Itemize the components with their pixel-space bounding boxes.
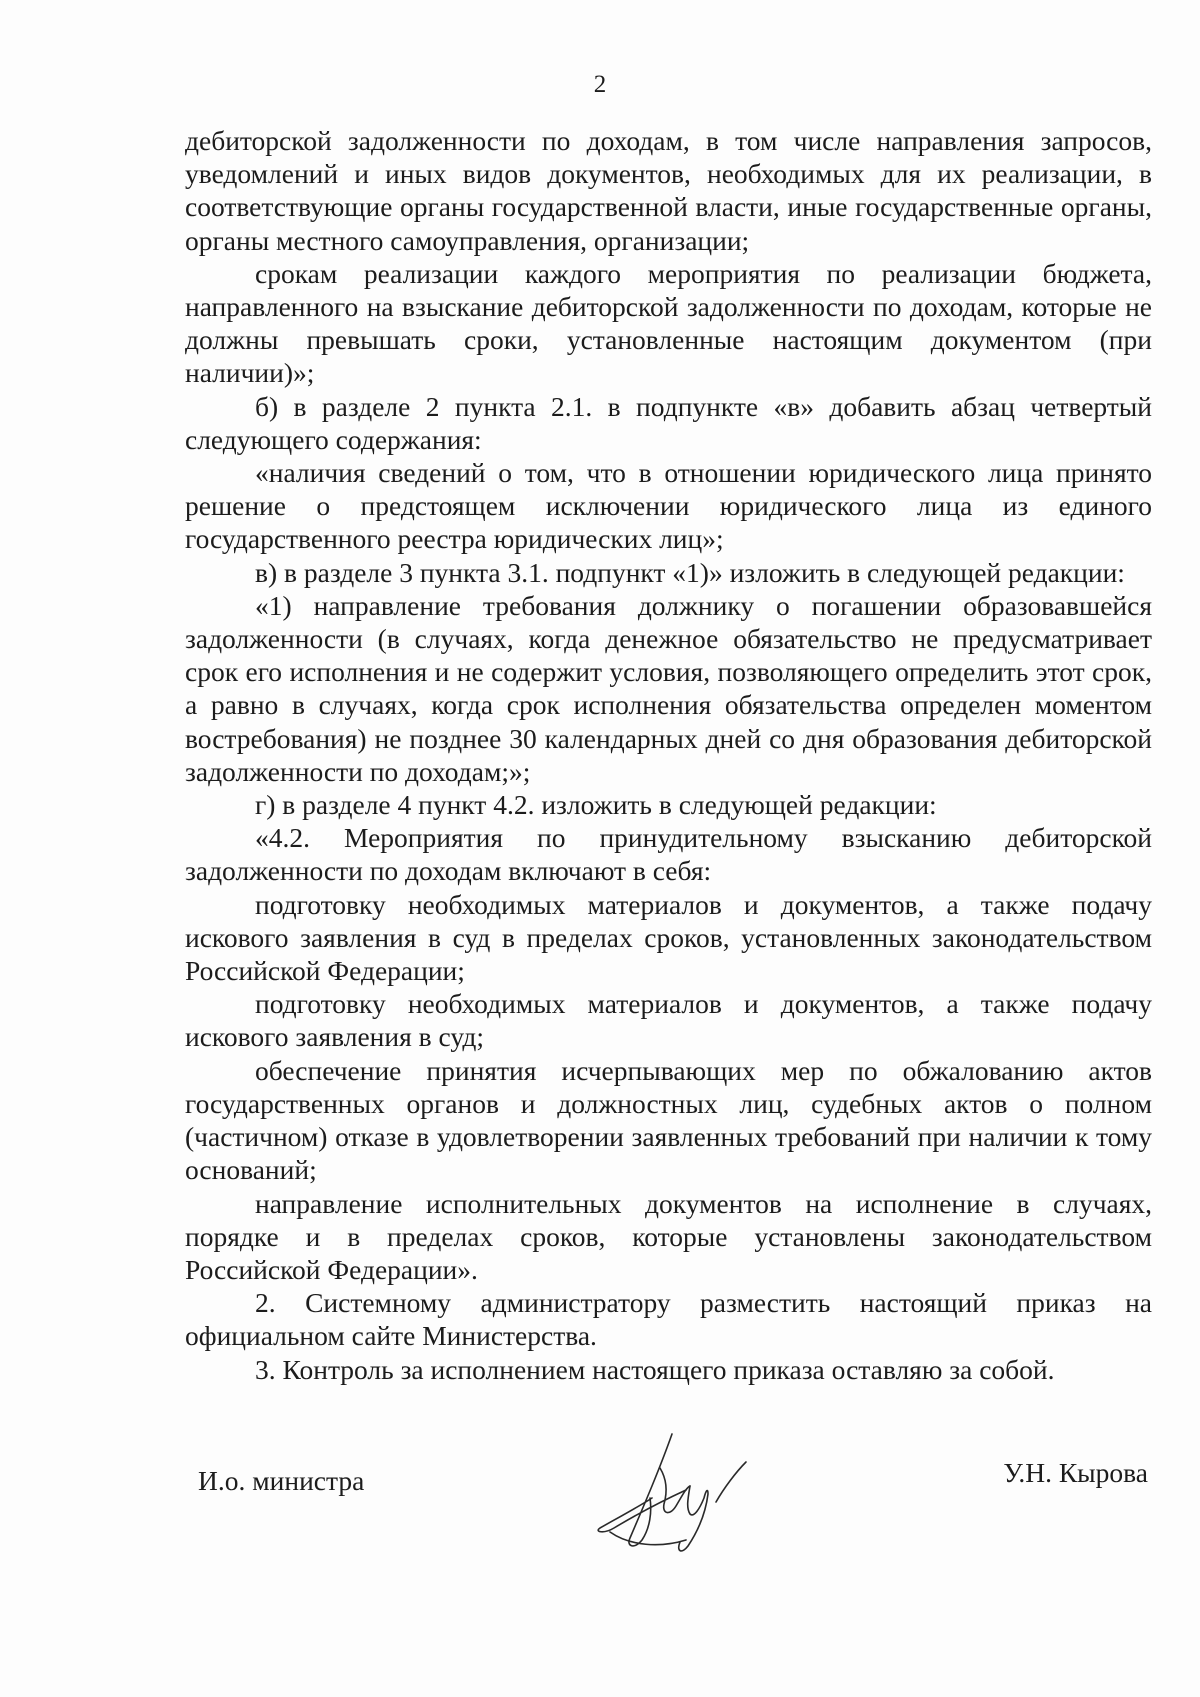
paragraph: «4.2. Мероприятия по принудительному взысканию дебиторской задолженности по доходам включают в себя: [185, 822, 1152, 887]
paragraph: срокам реализации каждого мероприятия по реализации бюджета, направленного на взыскание дебиторской задолженности по доходам, которые не должны превышать сроки, установленные настоящим документом (при наличии)»; [185, 257, 1152, 389]
signatory-name: У.Н. Кырова [1003, 1457, 1148, 1488]
paragraph: «1) направление требования должнику о погашении образовавшейся задолженности (в случаях, когда денежное обязательство не предусматривает срок его исполнения и не содержит условия, позволяющего определить этот срок, а равно в случаях, когда срок исполнения обязательства определен моментом востребования) не позднее 30 календарных дней со дня образования дебиторской задолженности по доходам;»; [185, 589, 1152, 787]
paragraph: 3. Контроль за исполнением настоящего приказа оставляю за собой. [255, 1353, 1055, 1385]
handwritten-signature-icon [590, 1428, 770, 1568]
paragraph: подготовку необходимых материалов и документов, а также подачу искового заявления в суд; [185, 988, 1152, 1053]
document-body [185, 124, 1152, 1386]
paragraph: б) в разделе 2 пункта 2.1. в подпункте «в» добавить абзац четвертый следующего содержания: [185, 390, 1152, 455]
paragraph: в) в разделе 3 пункта 3.1. подпункт «1)» изложить в следующей редакции: [255, 556, 1125, 588]
paragraph: дебиторской задолженности по доходам, в том числе направления запросов, уведомлений и иных видов документов, необходимых для их реализации, в соответствующие органы государственной власти, иные государственные органы, органы местного самоуправления, организации; [185, 125, 1152, 256]
signatory-title: И.о. министра [198, 1465, 365, 1496]
paragraph: 2. Системному администратору разместить настоящий приказ на официальном сайте Министерства. [185, 1287, 1152, 1352]
paragraph: подготовку необходимых материалов и документов, а также подачу искового заявления в суд в пределах сроков, установленных законодательством Российской Федерации; [185, 888, 1152, 987]
paragraph: «наличия сведений о том, что в отношении юридического лица принято решение о предстоящем исключении юридического лица из единого государственного реестра юридических лиц»; [185, 457, 1152, 555]
signature-block [0, 1440, 1200, 1580]
paragraph: г) в разделе 4 пункт 4.2. изложить в следующей редакции: [255, 789, 937, 821]
paragraph: обеспечение принятия исчерпывающих мер по обжалованию актов государственных органов и должностных лиц, судебных актов о полном (частичном) отказе в удовлетворении заявленных требований при наличии к тому оснований; [185, 1054, 1152, 1186]
page-number: 2 [593, 71, 607, 98]
paragraph: направление исполнительных документов на исполнение в случаях, порядке и в пределах сроков, которые установлены законодательством Российской Федерации». [185, 1187, 1152, 1285]
